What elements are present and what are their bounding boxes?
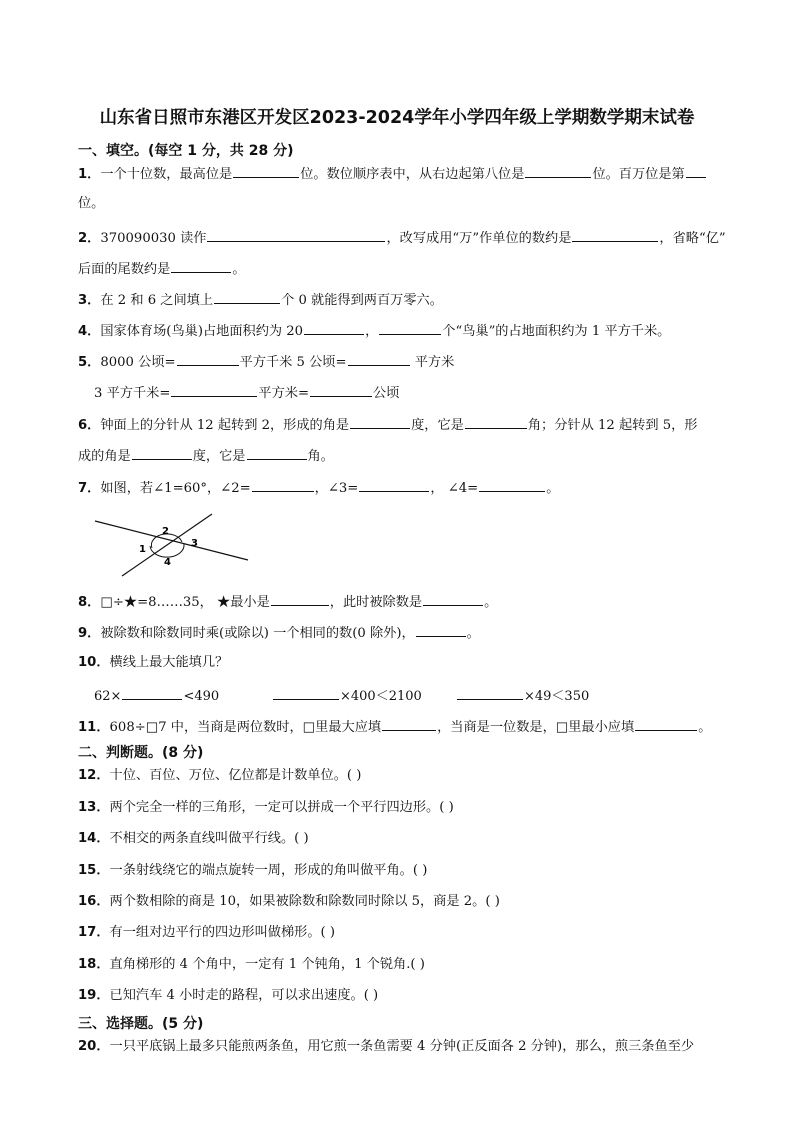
question-number: 12．	[78, 768, 110, 783]
question-number: 2．	[78, 231, 101, 246]
question-text[interactable]: 一条射线绕它的端点旋转一周，形成的角叫做平角。( )	[109, 863, 428, 878]
question-text: ，当商是一位数是，□里最小应填	[437, 720, 635, 735]
question-text: 公顷	[373, 386, 400, 401]
question-15	[78, 861, 427, 881]
angle-label-4: 4	[164, 557, 171, 568]
question-number: 16．	[78, 894, 110, 909]
question-5	[78, 351, 454, 373]
answer-blank[interactable]	[423, 591, 483, 606]
answer-blank[interactable]	[382, 716, 436, 731]
question-4	[78, 320, 670, 342]
angle-label-2: 2	[162, 526, 169, 537]
question-text: 角；分针从 12 起转到 5，形	[527, 418, 698, 433]
question-text: 在 2 和 6 之间填上	[100, 293, 214, 308]
angle-label-3: 3	[191, 538, 198, 549]
question-text: ，省略“亿”	[659, 231, 726, 246]
question-text: ×400＜2100	[340, 689, 422, 704]
angle-arc-bottom	[150, 544, 184, 557]
question-text[interactable]: 直角梯形的 4 个角中，一定有 1 个钝角，1 个锐角.( )	[109, 957, 425, 972]
answer-blank[interactable]	[177, 351, 239, 366]
question-2-cont	[78, 258, 246, 280]
question-number: 15．	[78, 863, 110, 878]
answer-blank[interactable]	[686, 163, 706, 178]
question-19	[78, 986, 378, 1006]
question-10-item-2	[272, 685, 422, 707]
answer-blank[interactable]	[416, 622, 466, 637]
question-text[interactable]: 不相交的两条直线叫做平行线。( )	[109, 831, 309, 846]
question-number: 9．	[78, 626, 101, 641]
answer-blank[interactable]	[271, 591, 329, 606]
question-3	[78, 289, 443, 311]
question-text: 个 0 就能得到两百万零六。	[281, 293, 443, 308]
angle-figure	[92, 508, 252, 584]
answer-blank[interactable]	[350, 414, 410, 429]
question-number: 6．	[78, 418, 101, 433]
question-11	[78, 716, 711, 738]
question-8	[78, 591, 497, 613]
question-1-cont: 位。	[78, 196, 105, 211]
question-10	[78, 653, 228, 673]
question-number: 8．	[78, 595, 101, 610]
question-text: 钟面上的分针从 12 起转到 2，形成的角是	[100, 418, 350, 433]
question-text: ，	[365, 324, 379, 339]
question-text: 度，它是	[192, 449, 246, 464]
answer-blank[interactable]	[359, 477, 429, 492]
question-number: 10．	[78, 655, 110, 670]
question-13	[78, 798, 454, 818]
question-text: 一只平底锅上最多只能煎两条鱼，用它煎一条鱼需要 4 分钟(正反面各 2 分钟)，那么，煎三条鱼至少	[109, 1039, 695, 1054]
answer-blank[interactable]	[171, 258, 231, 273]
question-text[interactable]: 有一组对边平行的四边形叫做梯形。( )	[109, 925, 336, 940]
question-number: 5．	[78, 355, 101, 370]
question-10-item-3	[456, 685, 589, 707]
line-a	[95, 521, 248, 560]
question-text[interactable]: 两个数相除的商是 10，如果被除数和除数同时除以 5，商是 2。( )	[109, 894, 500, 909]
question-number: 17．	[78, 925, 110, 940]
question-text[interactable]: 已知汽车 4 小时走的路程，可以求出速度。( )	[109, 988, 379, 1003]
question-text: ， ∠4=	[430, 481, 479, 496]
question-10-item-1	[94, 685, 219, 707]
question-text[interactable]: 十位、百位、万位、亿位都是计数单位。( )	[109, 768, 362, 783]
question-number: 18．	[78, 957, 110, 972]
question-text: 平方米=	[258, 386, 310, 401]
question-number: 4．	[78, 324, 101, 339]
question-14	[78, 829, 309, 849]
question-text: 608÷□7 中，当商是两位数时，□里最大应填	[109, 720, 382, 735]
question-text: 国家体育场(鸟巢)占地面积约为 20	[100, 324, 304, 339]
question-text: <490	[183, 689, 220, 704]
question-text: 个“鸟巢”的占地面积约为 1 平方千米。	[442, 324, 671, 339]
question-text: 后面的尾数约是	[78, 262, 171, 277]
question-6	[78, 414, 698, 436]
question-text: 8000 公顷=	[100, 355, 176, 370]
question-text: □÷★=8……35， ★最小是	[100, 595, 270, 610]
question-number: 1．	[78, 167, 101, 182]
question-5-cont	[94, 382, 399, 404]
answer-blank[interactable]	[457, 685, 523, 700]
question-text: 被除数和除数同时乘(或除以) 一个相同的数(0 除外)，	[100, 626, 415, 641]
answer-blank[interactable]	[572, 227, 658, 242]
question-number: 19．	[78, 988, 110, 1003]
question-text: 角。	[307, 449, 334, 464]
answer-blank[interactable]	[247, 445, 307, 460]
question-text: 位。数位顺序表中，从右边起第八位是	[300, 167, 525, 182]
question-text: 平方米	[410, 355, 455, 370]
question-6-cont	[78, 445, 334, 467]
question-text: 。	[698, 720, 712, 735]
question-12	[78, 766, 361, 786]
exam-title: 山东省日照市东港区开发区2023-2024学年小学四年级上学期数学期末试卷	[99, 108, 695, 128]
answer-blank[interactable]	[132, 445, 192, 460]
question-text: 平方千米 5 公顷=	[239, 355, 347, 370]
question-text: 如图，若∠1=60°，∠2=	[100, 481, 251, 496]
question-9	[78, 622, 480, 644]
question-text: 。	[546, 481, 560, 496]
question-text: ，∠3=	[314, 481, 359, 496]
question-text: 62×	[94, 689, 122, 704]
answer-blank[interactable]	[171, 382, 257, 397]
question-text: 成的角是	[78, 449, 131, 464]
section-true-false: 二、判断题。(8 分)	[78, 745, 204, 761]
question-number: 11．	[78, 720, 110, 735]
question-number: 13．	[78, 800, 110, 815]
answer-blank[interactable]	[214, 289, 280, 304]
section-fill-in: 一、填空。(每空 1 分，共 28 分)	[78, 143, 294, 159]
answer-blank[interactable]	[479, 477, 545, 492]
question-20	[78, 1037, 694, 1057]
question-number: 3．	[78, 293, 101, 308]
answer-blank[interactable]	[233, 163, 299, 178]
question-16	[78, 892, 500, 912]
question-18	[78, 955, 425, 975]
question-number: 7．	[78, 481, 101, 496]
question-text: 。	[232, 262, 246, 277]
answer-blank[interactable]	[379, 320, 441, 335]
question-text: 。	[484, 595, 498, 610]
answer-blank[interactable]	[525, 163, 591, 178]
answer-blank[interactable]	[304, 320, 364, 335]
question-text: 度，它是	[411, 418, 464, 433]
question-text: 位。百万位是第	[592, 167, 685, 182]
question-text: 横线上最大能填几？	[109, 655, 229, 670]
answer-blank[interactable]	[207, 227, 385, 242]
angle-label-1: 1	[139, 544, 146, 555]
answer-blank[interactable]	[348, 351, 410, 366]
answer-blank[interactable]	[310, 382, 372, 397]
answer-blank[interactable]	[122, 685, 182, 700]
question-text: 370090030 读作	[100, 231, 207, 246]
question-text: ，此时被除数是	[329, 595, 423, 610]
answer-blank[interactable]	[273, 685, 339, 700]
answer-blank[interactable]	[465, 414, 527, 429]
question-text: ，改写成用“万”作单位的数约是	[386, 231, 572, 246]
answer-blank[interactable]	[252, 477, 314, 492]
answer-blank[interactable]	[635, 716, 697, 731]
question-7	[78, 477, 559, 499]
question-text[interactable]: 两个完全一样的三角形，一定可以拼成一个平行四边形。( )	[109, 800, 454, 815]
question-1	[78, 163, 707, 185]
question-text: 。	[466, 626, 480, 641]
question-17	[78, 923, 335, 943]
question-text: 3 平方千米=	[94, 386, 171, 401]
section-multiple-choice: 三、选择题。(5 分)	[78, 1016, 204, 1032]
question-number: 14．	[78, 831, 110, 846]
question-text: 一个十位数，最高位是	[100, 167, 233, 182]
question-2	[78, 227, 726, 249]
question-text: ×49＜350	[524, 689, 590, 704]
question-number: 20．	[78, 1039, 110, 1054]
